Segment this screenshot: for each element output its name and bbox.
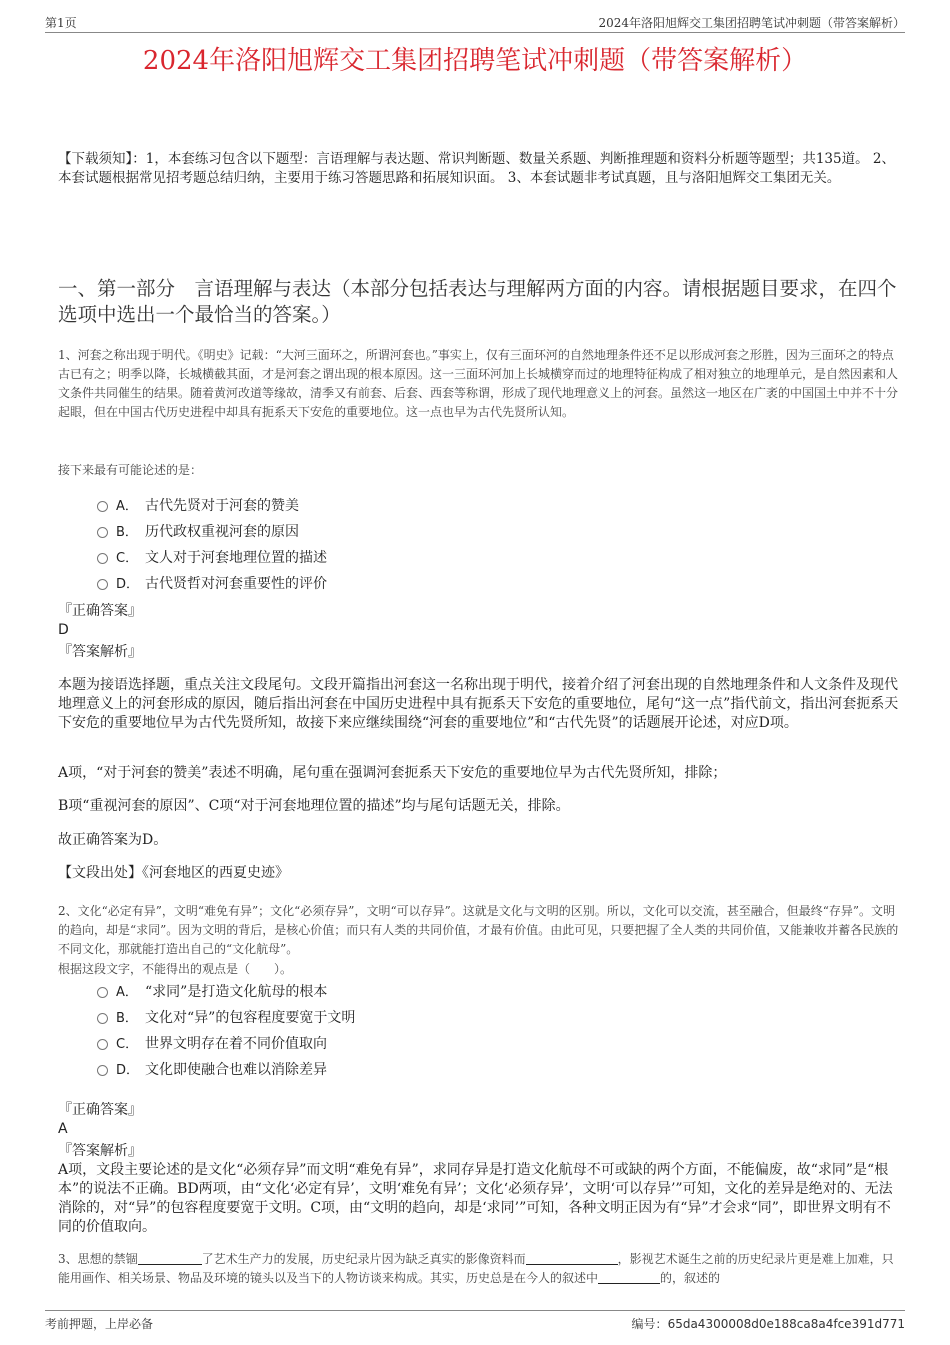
q1-analysis-label: 『答案解析』 xyxy=(58,644,142,660)
page-number: 第1页 xyxy=(45,16,77,30)
q2-stem: 2、文化“必定有异”，文明“难免有异”；文化“必须存异”，文明“可以存异”。这就是文化与文明的区别。所以，文化可以交流，甚至融合，但最终“存异”。文明的趋向，却是“求同”。因为文明的背后，是核心价值；而只有人类的共同价值，才最有价值。由此可见，只要把握了全人类的共同价值，又能兼收并蓄各民族的不同文化，那就能打造出自己的“文化航母”。 xyxy=(58,904,899,956)
download-notice: 【下载须知】：1，本套练习包含以下题型：言语理解与表达题、常识判断题、数量关系题、判断推理题和资料分析题等题型；共135道。 2、本套试题根据常见招考题总结归纳，主要用于练习答题思路和拓展知识面。 3、本套试题非考试真题，且与洛阳旭辉交工集团无关。 xyxy=(58,151,895,186)
page-title: 2024年洛阳旭辉交工集团招聘笔试冲刺题（带答案解析） xyxy=(142,46,808,76)
radio-icon[interactable] xyxy=(97,1013,108,1024)
q1-answer: D xyxy=(58,622,69,638)
q1-answer-label: 『正确答案』 xyxy=(58,603,142,619)
q1-option-d[interactable]: D． 古代贤哲对河套重要性的评价 xyxy=(97,571,597,597)
page-footer xyxy=(45,1310,905,1331)
q2-analysis-label: 『答案解析』 xyxy=(58,1143,142,1159)
radio-icon[interactable] xyxy=(97,527,108,538)
q2-analysis: A项，文段主要论述的是文化“必须存异”而文明“难免有异”，求同存异是打造文化航母不可或缺的两个方面，不能偏废，故“求同”是“根本”的说法不正确。BD两项，由“文化‘必定有异’，文明‘难免有异’；文化‘必须存异’，文明‘可以存异’”可知，文化的差异是绝对的、无法消除的，对“异”的包容程度要宽于文明。C项，由“文明的趋向，却是‘求同’”可知，各种文明正因为有“异”才会求“同”，即世界文明有不同的价值取向。 xyxy=(58,1162,893,1235)
q2-option-b[interactable]: B． 文化对“异”的包容程度要宽于文明 xyxy=(97,1005,597,1031)
q2-answer-label: 『正确答案』 xyxy=(58,1102,142,1118)
q1-option-b[interactable]: B． 历代政权重视河套的原因 xyxy=(97,519,597,545)
radio-icon[interactable] xyxy=(97,1039,108,1050)
q1-analysis-bc: B项“重视河套的原因”、C项“对于河套地理位置的描述”均与尾句话题无关，排除。 xyxy=(58,798,570,814)
q1-option-c[interactable]: C． 文人对于河套地理位置的描述 xyxy=(97,545,597,571)
q1-analysis-conclusion: 故正确答案为D。 xyxy=(58,832,168,848)
q2-option-d[interactable]: D． 文化即使融合也难以消除差异 xyxy=(97,1057,597,1083)
q2-prompt: 根据这段文字，不能得出的观点是（ ）。 xyxy=(58,962,293,976)
q1-prompt: 接下来最有可能论述的是： xyxy=(58,463,203,477)
q2-option-c[interactable]: C． 世界文明存在着不同价值取向 xyxy=(97,1031,597,1057)
answer-blank xyxy=(138,1252,202,1265)
radio-icon[interactable] xyxy=(97,579,108,590)
radio-icon[interactable] xyxy=(97,501,108,512)
section-heading: 一、第一部分 言语理解与表达（本部分包括表达与理解两方面的内容。请根据题目要求，在四个选项中选出一个最恰当的答案。） xyxy=(58,277,897,326)
radio-icon[interactable] xyxy=(97,553,108,564)
q2-option-a[interactable]: A． “求同”是打造文化航母的根本 xyxy=(97,979,597,1005)
answer-blank xyxy=(598,1271,660,1284)
radio-icon[interactable] xyxy=(97,987,108,998)
q3-stem: 3、思想的禁锢 了艺术生产力的发展，历史纪录片因为缺乏真实的影像资料而 ，影视艺术诞生之前的历史纪录片更是难上加难，只能用画作、相关场景、物品及环境的镜头以及当下的人物访谈来构成。其实，历史总是在今人的叙述中 的，叙述的 xyxy=(58,1252,894,1285)
page-header xyxy=(45,14,905,33)
footer-slogan: 考前押题，上岸必备 xyxy=(45,1317,154,1331)
q1-analysis-main: 本题为接语选择题，重点关注文段尾句。文段开篇指出河套这一名称出现于明代，接着介绍了河套出现的自然地理条件和人文条件及现代地理意义上的河套形成的原因，随后指出河套在中国历史进程中具有扼系天下安危的重要地位，尾句“这一点”指代前文，指出河套扼系天下安危的重要地位早为古代先贤所知，故接下来应继续围绕“河套的重要地位”和“古代先贤”的话题展开论述，对应D项。 xyxy=(58,677,899,731)
header-doc-title: 2024年洛阳旭辉交工集团招聘笔试冲刺题（带答案解析） xyxy=(598,16,905,30)
q1-options xyxy=(97,493,597,597)
radio-icon[interactable] xyxy=(97,1065,108,1076)
footer-code: 编号：65da4300008d0e188ca8a4fce391d771 xyxy=(631,1317,905,1331)
q1-source: 【文段出处】《河套地区的西夏史迹》 xyxy=(58,865,289,881)
q1-option-a[interactable]: A． 古代先贤对于河套的赞美 xyxy=(97,493,597,519)
q1-stem: 1、河套之称出现于明代。《明史》记载：“大河三面环之，所谓河套也。”事实上，仅有三面环河的自然地理条件还不足以形成河套之形胜，因为三面环之的特点古已有之；明季以降，长城横截其面，才是河套之谓出现的根本原因。这一三面环河加上长城横穿而过的地理特征构成了相对独立的地理单元，是自然因素和人文条件共同催生的结果。随着黄河改道等缘故，清季又有前套、后套、西套等称谓，形成了现代地理意义上的河套。虽然这一地区在广袤的中国国土中并不十分起眼，但在中国古代历史进程中却具有扼系天下安危的重要地位。这一点也早为古代先贤所认知。 xyxy=(58,348,899,419)
q1-analysis-a: A项，“对于河套的赞美”表述不明确，尾句重在强调河套扼系天下安危的重要地位早为古代先贤所知，排除； xyxy=(58,765,727,781)
q2-answer: A xyxy=(58,1121,68,1137)
q2-options xyxy=(97,979,597,1083)
answer-blank xyxy=(526,1252,618,1265)
